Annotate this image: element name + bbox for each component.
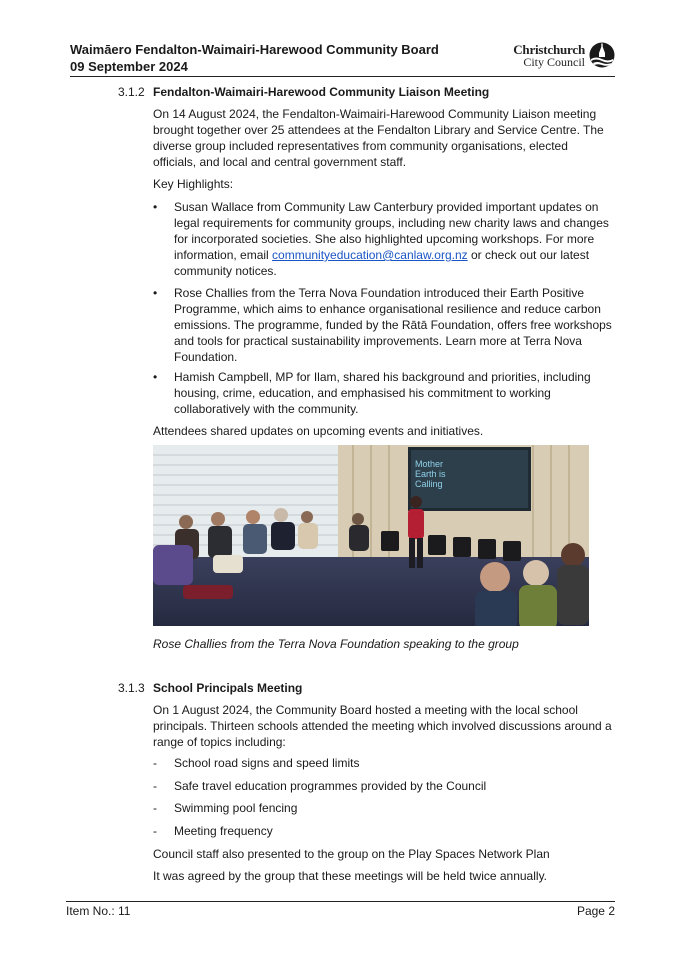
bullet-item bbox=[174, 199, 614, 279]
logo-line-1: Christchurch bbox=[513, 41, 585, 57]
bullet-marker: • bbox=[153, 286, 158, 300]
paragraph: Council staff also presented to the group on the Play Spaces Network Plan bbox=[153, 847, 550, 861]
meeting-photo bbox=[153, 445, 589, 626]
topic-item: School road signs and speed limits bbox=[174, 756, 360, 770]
page-number: Page 2 bbox=[576, 904, 615, 918]
council-logo bbox=[513, 40, 615, 70]
meeting-date: 09 September 2024 bbox=[70, 59, 188, 74]
topic-item: Swimming pool fencing bbox=[174, 801, 298, 815]
section-title: School Principals Meeting bbox=[153, 681, 303, 695]
bullet-marker: • bbox=[153, 200, 158, 214]
bullet-text: Susan Wallace from Community Law Canterbury provided important updates on legal requirements for community groups, including new charity laws and changes for incorporated societies. She also highlighted upcoming workshops. For more information, email bbox=[174, 200, 609, 262]
section-intro: On 14 August 2024, the Fendalton-Waimairi-Harewood Community Liaison meeting brought together over 25 attendees at the Fendalton Library and Service Centre. The diverse group included representatives from community organisations, elected officials, and local and central government staff. bbox=[153, 107, 604, 169]
dash-marker: - bbox=[153, 779, 157, 793]
section-title: Fendalton-Waimairi-Harewood Community Liaison Meeting bbox=[153, 85, 490, 99]
highlights-label: Key Highlights: bbox=[153, 177, 234, 191]
bullet-item: Hamish Campbell, MP for Ilam, shared his background and priorities, including housing, crime, education, and emphasised his commitment to working collaboratively with the community. bbox=[174, 370, 591, 416]
bullet-marker: • bbox=[153, 370, 158, 384]
topic-item: Meeting frequency bbox=[174, 824, 273, 838]
paragraph: It was agreed by the group that these meetings will be held twice annually. bbox=[153, 869, 548, 883]
topic-item: Safe travel education programmes provided by the Council bbox=[174, 779, 487, 793]
section-intro: On 1 August 2024, the Community Board hosted a meeting with the local school principals. Thirteen schools attended the meeting which involved discussions around a range of topics including: bbox=[153, 703, 612, 749]
screen-text-line: Calling bbox=[415, 479, 443, 489]
section-number: 3.1.2 bbox=[118, 85, 145, 99]
page-header bbox=[70, 40, 615, 77]
section-number: 3.1.3 bbox=[118, 681, 145, 695]
logo-line-2: City Council bbox=[523, 54, 585, 69]
dash-marker: - bbox=[153, 756, 157, 770]
email-link[interactable]: communityeducation@canlaw.org.nz bbox=[272, 248, 468, 262]
item-number: Item No.: 11 bbox=[66, 904, 131, 918]
meeting-photo-image bbox=[153, 445, 589, 626]
dash-marker: - bbox=[153, 801, 157, 815]
closing-paragraph: Attendees shared updates on upcoming events and initiatives. bbox=[153, 424, 484, 438]
cathedral-emblem-icon bbox=[589, 42, 615, 68]
bullet-text: or check out our latest community notices. bbox=[174, 248, 590, 278]
screen-text-line: Mother bbox=[415, 459, 444, 469]
photo-caption: Rose Challies from the Terra Nova Foundation speaking to the group bbox=[153, 637, 519, 651]
bullet-item: Rose Challies from the Terra Nova Foundation introduced their Earth Positive Programme, which aims to enhance organisational resilience and reduce carbon emissions. The programme, funded by the Rātā Foundation, offers free workshops and tools for practical sustainability improvements. Learn more at Terra Nova Foundation. bbox=[174, 286, 612, 364]
board-title: Waimāero Fendalton-Waimairi-Harewood Community Board bbox=[70, 42, 439, 57]
screen-text-line: Earth is bbox=[415, 469, 446, 479]
dash-marker: - bbox=[153, 824, 157, 838]
page-footer bbox=[66, 901, 615, 918]
